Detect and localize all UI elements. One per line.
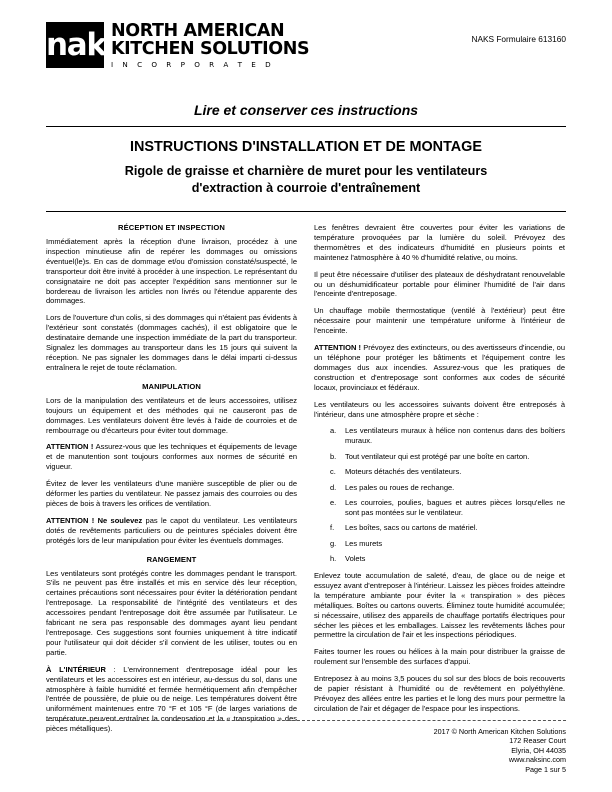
company-name-line2: KITCHEN SOLUTIONS [111, 39, 310, 59]
list-item: Les boîtes, sacs ou cartons de matériel. [345, 523, 478, 533]
page-subtitle-line2: d'extraction à courroie d'entraînement [191, 181, 421, 195]
attention-label: ATTENTION ! [314, 343, 362, 353]
paragraph: Lors de la manipulation des ventilateurs et de leurs accessoires, utilisez toujours un équipement et des méthodes qui ne causeront pas de dommages. Les ventilateurs doivent être levés à l'aide de courroies et de rembourrage ou d'écarteurs pour éviter tout dommage. [46, 395, 297, 435]
form-number: NAKS Formulaire 613160 [471, 34, 566, 44]
section-heading-manipulation: MANIPULATION [142, 381, 201, 391]
title-divider [46, 211, 566, 212]
paragraph: Les ventilateurs sont protégés contre les dommages pendant le transport. S'ils ne peuvent pas être installés et mis en service dès leur réception, certaines précautions sont nécessaires pour éviter la détérioration pendant l'entreposage. La responsabilité de l'intégrité des ventilateurs et des accessoires pendant l'entreposage doit être assumée par l'utilisateur. Le fabricant ne sera pas responsable des dommages ayant lieu pendant l'entreposage. Ces suggestions sont fournies uniquement à titre indicatif pour l'utilisateur qui doit décider s'il convient de les utiliser, toutes ou en partie. [46, 568, 297, 657]
naks-logo-mark: naks [46, 22, 104, 68]
footer-city-state-zip: Elyria, OH 44035 [511, 745, 566, 755]
page-header [46, 22, 566, 78]
footer-website: www.naksinc.com [508, 755, 566, 765]
footer-street: 172 Reaser Court [509, 736, 566, 746]
company-logo [46, 22, 309, 70]
page-footer [46, 720, 566, 774]
company-name-line3: I N C O R P O R A T E D [111, 60, 275, 69]
attention-text: Prévoyez des extincteurs, ou des avertisseurs d'incendie, ou un téléphone pour protéger les bâtiments et l'équipement contre les dommages dus aux incendies. Assurez-vous que les pratiques de construction et d'entreposage sont conformes aux codes de sécurité locaux, provinciaux et fédéraux. [314, 343, 565, 392]
section-heading-rangement: RANGEMENT [146, 554, 197, 564]
list-item: Les courroies, poulies, bagues et autres pièces lorsqu'elles ne sont pas montées sur le ventilateur. [345, 497, 565, 517]
attention-note [46, 516, 297, 546]
storage-items-list [314, 426, 565, 564]
company-name-block [111, 22, 309, 70]
footer-copyright: 2017 © North American Kitchen Solutions [433, 726, 566, 736]
footer-address-block [46, 727, 566, 774]
footer-divider [46, 720, 566, 721]
paragraph: Évitez de lever les ventilateurs d'une manière susceptible de plier ou de déformer les parties du ventilateur. Ne passez jamais des courroies ou des pièces de bois à travers les orifices de ventilation. [46, 479, 297, 508]
attention-text: pas le capot du ventilateur. Les ventilateurs dotés de revêtements particuliers ou de peintures spéciales doivent être protégés lors de leur manipulation pour éviter les éventuels dommages. [46, 515, 297, 545]
attention-emphasis: Ne soulevez [97, 515, 143, 525]
attention-note [314, 343, 565, 393]
attention-text: Assurez-vous que les techniques et équipements de levage et de manutention sont toujours conformes aux normes de sécurité en vigueur. [46, 442, 297, 472]
list-intro-paragraph: Les ventilateurs ou les accessoires suivants doivent être entreposés à l'intérieur, dans une atmosphère propre et sèche : [314, 399, 565, 419]
page-subtitle [46, 163, 566, 197]
interior-label: À L'INTÉRIEUR [46, 664, 106, 674]
paragraph: Lors de l'ouverture d'un colis, si des dommages qui n'étaient pas évidents à l'extérieur sont constatés (dommages cachés), il est obligatoire que le destinataire demande une inspection immédiate de la part du transporteur. Signalez les dommages au transporteur dans les 15 jours qui suivent la réception. Ne pas signaler les dommages dans le délai imparti ci-dessus entraînera le rejet de toute réclamation. [46, 313, 297, 372]
list-item: Tout ventilateur qui est protégé par une boîte en carton. [345, 451, 530, 461]
interior-text: : L'environnement d'entreposage idéal pour les ventilateurs et les accessoires est en intérieur, au-dessus du sol, dans une atmosphère à faible humidité et fermée hermétiquement afin d'empêcher l'entrée de poussière, de pluie ou de neige. Les températures doivent être uniformément maintenues entre 70 °F et 105 °F (de larges variations de température peuvent entraîner la condensation et la « transpiration » des pièces métalliques). [46, 664, 297, 734]
company-name-line1: NORTH AMERICAN [111, 21, 285, 41]
list-item: Les murets [345, 538, 383, 548]
section-heading-reception: RÉCEPTION ET INSPECTION [118, 223, 225, 232]
footer-page-number: Page 1 sur 5 [525, 764, 566, 774]
paragraph: Entreposez à au moins 3,5 pouces du sol sur des blocs de bois recouverts de papier résistant à l'humidité ou de revêtement en polyéthylène. Prévoyez des allées entre les parties et le long des murs pour permettre la circulation de l'air et dégager de l'espace pour les inspections. [314, 674, 565, 713]
attention-label: ATTENTION ! [46, 442, 94, 452]
page-subtitle-line1: Rigole de graisse et charnière de muret pour les ventilateurs [124, 164, 488, 178]
page-title: INSTRUCTIONS D'INSTALLATION ET DE MONTAGE [130, 139, 482, 155]
attention-note [46, 442, 297, 472]
paragraph: Un chauffage mobile thermostatique (ventilé à l'extérieur) peut être nécessaire pour maintenir une température uniforme à l'intérieur de l'enceinte. [314, 306, 565, 336]
paragraph: Enlevez toute accumulation de saleté, d'eau, de glace ou de neige et essuyez avant d'entreposer à l'intérieur. Laissez les pièces froides atteindre la température ambiante pour éviter la « transpiration » des pièces métalliques. Boîtes ou cartons ouverts. Éliminez toute humidité accumulée; si nécessaire, utilisez des appareils de chauffage portatifs électriques pour sécher les pièces et les emballages. Laissez les revêtements lâches pour permettre la circulation de l'air et les inspections périodiques. [314, 570, 565, 640]
content-columns [46, 223, 566, 734]
list-item: Les ventilateurs muraux à hélice non contenus dans des boîtiers muraux. [345, 426, 565, 446]
list-item: Les pales ou roues de rechange. [345, 482, 455, 492]
right-column [314, 223, 565, 734]
paragraph: Il peut être nécessaire d'utiliser des plateaux de déshydratant renouvelable ou un déshumidificateur portable pour éliminer l'humidité de l'air dans l'enceinte d'entreposage. [314, 269, 565, 299]
paragraph: Immédiatement après la réception d'une livraison, procédez à une inspection minutieuse afin de repérer les dommages ou omissions éventuel(le)s. En cas de dommage et/ou d'omission constaté/suspecté, le transporteur doit être invité à procéder à une inspection. Le représentant du consignataire ne doit pas accepter l'expédition sans mentionner sur le bordereau de livraison les articles non livrés ou l'étendue apparente des dommages. [46, 237, 297, 306]
keep-instructions-title: Lire et conserver ces instructions [193, 102, 419, 118]
header-divider [46, 126, 566, 127]
attention-label: ATTENTION ! [46, 515, 95, 525]
list-item: Moteurs détachés des ventilateurs. [345, 467, 462, 477]
paragraph: Les fenêtres devraient être couvertes pour éviter les variations de température provoquées par la lumière du soleil. Prévoyez des thermomètres et des indicateurs d'humidité en plusieurs points et maintenez l'atmosphère à 40 % d'humidité relative, ou moins. [314, 223, 565, 262]
left-column [46, 223, 297, 734]
list-item: Volets [345, 554, 366, 564]
paragraph: Faites tourner les roues ou hélices à la main pour distribuer la graisse de roulement sur l'ensemble des surfaces d'appui. [314, 647, 565, 667]
